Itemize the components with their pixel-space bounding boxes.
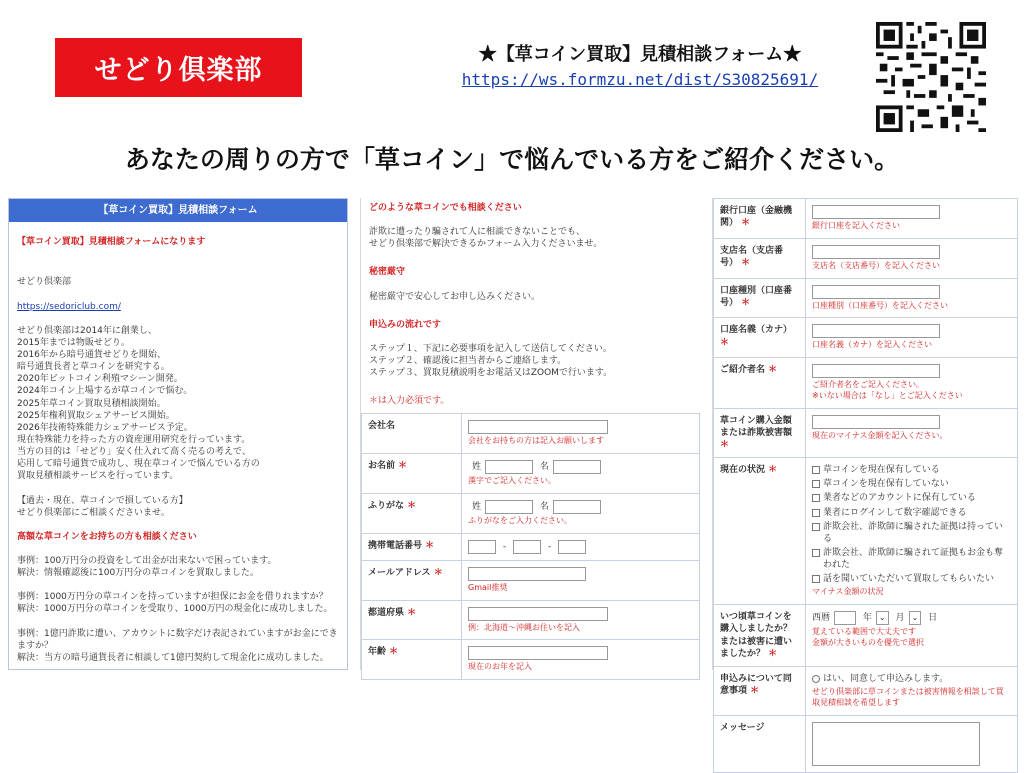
phone-separator: -: [547, 541, 552, 552]
phone-part2-input[interactable]: [513, 540, 541, 554]
age-label: 年齢 ＊: [362, 640, 462, 680]
amount-label: 草コイン購入金額または詐欺被害額 ＊: [714, 408, 806, 457]
cases-title: 高額な草コインをお持ちの方も相談ください: [17, 531, 197, 542]
invite-text: 【過去・現在、草コインで損している方】 せどり倶楽部にご相談くださいませ。: [17, 495, 188, 518]
qr-code-icon: [876, 22, 986, 132]
year-input[interactable]: [834, 611, 856, 625]
required-mark: ＊: [389, 647, 399, 658]
pref-label: 都道府県 ＊: [362, 600, 462, 640]
required-mark: ＊: [398, 461, 408, 472]
form-table: [361, 413, 700, 680]
age-input[interactable]: [468, 646, 608, 660]
phone-separator: -: [502, 541, 507, 552]
pref-input[interactable]: [468, 607, 608, 621]
bank-label: 銀行口座（金融機関） ＊: [714, 199, 806, 239]
headline: あなたの周りの方で「草コイン」で悩んでいる方をご紹介ください。: [124, 145, 900, 174]
message-textarea[interactable]: [812, 722, 980, 766]
checkbox[interactable]: [812, 480, 820, 488]
acct-name-input[interactable]: [812, 324, 940, 338]
referrer-label: ご紹介者名 ＊: [714, 358, 806, 409]
kana-label: ふりがな ＊: [362, 494, 462, 534]
month-select[interactable]: ⌄: [876, 611, 889, 625]
kana-mei-input[interactable]: [553, 500, 601, 514]
section-title: どのような草コインでも相談ください: [369, 203, 522, 213]
phone-part1-input[interactable]: [468, 540, 496, 554]
required-mark: ＊: [407, 501, 417, 511]
required-mark: ＊: [768, 648, 778, 659]
checkbox[interactable]: [812, 466, 820, 474]
required-mark: ＊: [720, 337, 730, 348]
acct-type-input[interactable]: [812, 285, 940, 299]
form-url-link[interactable]: https://ws.formzu.net/dist/S30825691/: [461, 70, 819, 89]
name-sei-input[interactable]: [485, 460, 533, 474]
company-label: 会社名: [362, 414, 462, 454]
required-mark: ＊: [720, 440, 730, 451]
amount-input[interactable]: [812, 415, 940, 429]
sei-label: 姓: [472, 501, 482, 512]
agree-hint: せどり倶楽部に草コインまたは被害情報を相談して買取見積相談を希望します: [812, 686, 1004, 707]
pref-hint: 例：北海道～沖縄お住いを記入: [468, 622, 580, 632]
sei-label: 姓: [472, 462, 482, 473]
acct-type-hint: 口座種別（口座番号）を記入ください: [812, 300, 948, 310]
status-option[interactable]: 業者などのアカウントに保有している: [812, 492, 1011, 504]
intro-panel: [8, 198, 348, 670]
kana-hint: ふりがなをご入力ください。: [468, 516, 572, 525]
day-label: 日: [928, 613, 938, 624]
intro-panel-header: 【草コイン買取】見積相談フォーム: [9, 199, 347, 222]
form-table: [713, 198, 1018, 773]
status-option[interactable]: 草コインを現在保有していない: [812, 478, 1011, 490]
phone-part3-input[interactable]: [558, 540, 586, 554]
status-option[interactable]: 詐欺会社、詐欺師に騙されて証拠もお金も奪われた: [812, 547, 1011, 571]
case-item: 事例：1000万円分の草コインを持っていますが担保にお金を借りれますか？ 解決：1000万円分の草コインを受取り、1000万円の現金化に成功しました。: [17, 592, 333, 615]
mei-label: 名: [539, 462, 549, 473]
club-info: [17, 264, 339, 313]
email-hint: Gmail推奨: [468, 582, 508, 592]
checkbox[interactable]: [812, 549, 820, 557]
referrer-input[interactable]: [812, 364, 940, 378]
acct-name-hint: 口座名義（カナ）を記入ください: [812, 340, 932, 350]
required-mark: ＊: [425, 540, 435, 551]
kana-sei-input[interactable]: [485, 500, 533, 514]
status-option[interactable]: 草コインを現在保有している: [812, 464, 1011, 476]
when-hint: 覚えている範囲で大丈夫です 金額が大きいものを優先で選択: [812, 627, 924, 648]
section-body: 秘密厳守で安心してお申し込みください。: [369, 291, 541, 302]
status-hint: マイナス金額の状況: [812, 587, 884, 597]
bank-input[interactable]: [812, 205, 940, 219]
section-body: 詐欺に遭ったり騙されて人に相談できないことでも、 せどり倶楽部で解決できるかフォーム入力くださいませ。: [369, 227, 603, 250]
when-label: いつ頃草コインを購入しましたか？または被害に遭いましたか？ ＊: [714, 605, 806, 667]
section-title: 申込みの流れです: [369, 319, 442, 330]
required-mark: ＊: [750, 685, 760, 696]
acct-name-label: 口座名義（カナ） ＊: [714, 318, 806, 358]
checkbox[interactable]: [812, 509, 820, 517]
required-mark: ＊: [741, 218, 751, 229]
case-item: 事例：1億円詐欺に遭い、アカウントに数字だけ表記されていますがお金にできますか？ 解決：当方の暗号通貨長者に相談して1億円契約して現金化に成功しました。: [17, 628, 338, 663]
checkbox[interactable]: [812, 575, 820, 583]
month-label: 月: [895, 613, 905, 624]
status-option[interactable]: 話を聞いていただいて買取してもらいたい: [812, 573, 1011, 585]
phone-label: 携帯電話番号 ＊: [362, 533, 462, 560]
bank-hint: 銀行口座を記入ください: [812, 221, 900, 230]
status-label: 現在の状況 ＊: [714, 458, 806, 605]
agree-label: 申込みについて同意事項 ＊: [714, 666, 806, 715]
message-label: メッセージ: [714, 715, 806, 772]
acct-type-label: 口座種別（口座番号） ＊: [714, 278, 806, 318]
amount-hint: 現在のマイナス金額を記入ください。: [812, 430, 948, 440]
brand-logo: せどり倶楽部: [55, 38, 302, 97]
required-note: ＊は入力必須です。: [369, 396, 450, 407]
section-body: ステップ１、下記に必要事項を記入して送信してください。 ステップ２、確認後に担当者からご連絡します。 ステップ３、買取見積説明をお電話又はZOOMで行います。: [369, 343, 613, 379]
email-label: メールアドレス ＊: [362, 560, 462, 600]
club-url-link[interactable]: https://sedoriclub.com/: [17, 301, 121, 312]
required-mark: ＊: [433, 567, 443, 578]
required-mark: ＊: [741, 297, 751, 308]
branch-input[interactable]: [812, 245, 940, 259]
case-item: 事例：100万円分の投資をして出金が出来ないで困っています。 解決：情報確認後に100万円分の草コインを買取しました。: [17, 555, 277, 579]
intro-title: 【草コイン買取】見積相談フォームになります: [17, 237, 206, 247]
mei-label: 名: [539, 501, 549, 512]
day-select[interactable]: ⌄: [909, 611, 922, 625]
status-option[interactable]: 詐欺会社、詐欺師に騙された証拠は持っている: [812, 521, 1011, 545]
status-option[interactable]: 業者にログインして数字確認できる: [812, 507, 1011, 519]
required-mark: ＊: [768, 465, 778, 476]
checkbox[interactable]: [812, 494, 820, 502]
referrer-hint: ご紹介者名をご記入ください。 ※いない場合は「なし」とご記入ください: [812, 380, 963, 400]
form-panel-right: [712, 198, 1018, 733]
email-input[interactable]: [468, 567, 586, 581]
branch-hint: 支店名（支店番号）を記入ください: [812, 260, 940, 270]
age-hint: 現在のお年を記入: [468, 662, 532, 672]
club-name: せどり倶楽部: [17, 277, 72, 288]
checkbox[interactable]: [812, 523, 820, 531]
form-panel-middle: [360, 198, 700, 670]
name-label: お名前 ＊: [362, 454, 462, 494]
section-title: 秘密厳守: [369, 267, 406, 278]
agree-option[interactable]: はい、同意して申込みします。: [812, 673, 1011, 685]
era-label: 西暦: [812, 613, 831, 624]
name-mei-input[interactable]: [553, 460, 601, 474]
radio-button[interactable]: [812, 675, 820, 683]
required-mark: ＊: [407, 607, 417, 618]
company-input[interactable]: [468, 420, 608, 434]
form-title: ★【草コイン買取】見積相談フォーム★: [478, 44, 802, 65]
name-hint: 漢字でご記入ください。: [468, 476, 556, 486]
year-label: 年: [862, 613, 872, 624]
required-mark: ＊: [768, 365, 778, 376]
company-hint: 会社をお持ちの方は記入お願いします: [468, 436, 604, 446]
required-mark: ＊: [741, 257, 751, 268]
club-history: せどり倶楽部は2014年に創業し、 2015年までは物販せどり。 2016年から暗号通貨せどりを開始、 暗号通貨長者と草コインを研究する。 2020年ビットコイン利殖マシーン開発。 2024年コイン上場するが草コインで悩む。 2025年草コイン買取見積相談開始。 2025年権利買取シェアサービス開始。 2026年技術特殊能力シェアサービス予定。 現在特殊能力を持った方の資産運用研究を行っています。 当方の目的は「せどり」安く仕入れて高く売るの考えで、 応用して暗号通貨で成功し、現在草コインで悩んでいる方の 買取見積相談サービスを行っています。: [17, 325, 260, 482]
branch-label: 支店名（支店番号） ＊: [714, 238, 806, 278]
